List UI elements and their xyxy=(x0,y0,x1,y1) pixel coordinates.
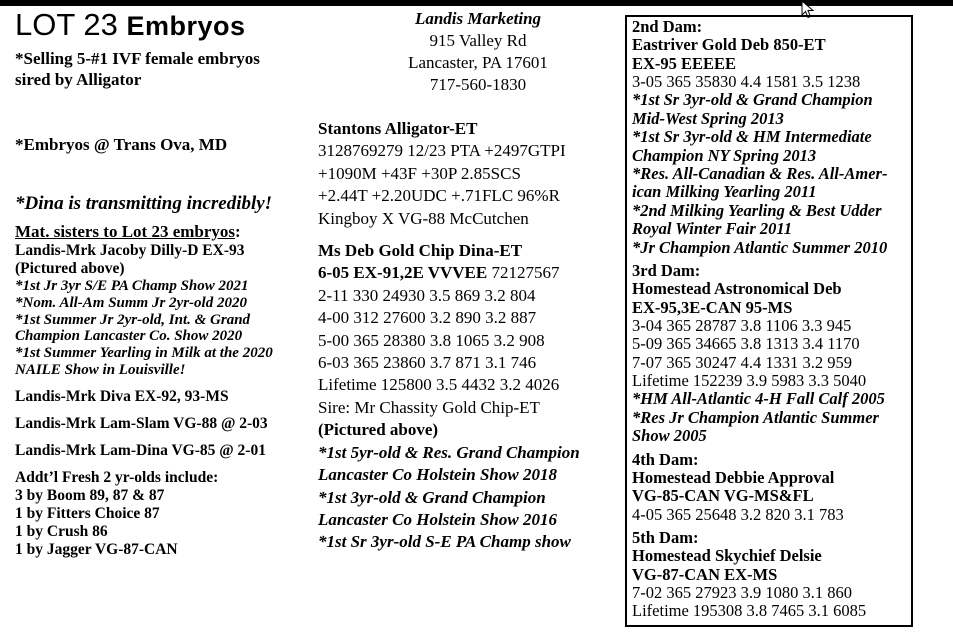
dam5-classification: VG-87-CAN EX-MS xyxy=(632,564,778,584)
dams-box xyxy=(625,15,913,627)
dam5-name: Homestead Skychief Delsie xyxy=(632,546,822,566)
embryos-location: *Embryos @ Trans Ova, MD xyxy=(15,135,228,154)
farm-phone: 717-560-1830 xyxy=(429,75,527,94)
fresh-item: 3 by Boom 89, 87 & 87 xyxy=(15,486,165,504)
lot-embryos-word: Embryos xyxy=(126,11,246,41)
sire-line: +2.44T +2.20UDC +.71FLC 96%R xyxy=(318,186,560,206)
dam-classification xyxy=(318,262,618,284)
dam-class-text: 6-05 EX-91,2E VVVEE xyxy=(318,263,488,283)
sister-diva: Landis-Mrk Diva EX-92, 93-MS xyxy=(15,387,229,405)
dam3-award: Show 2005 xyxy=(632,426,707,446)
dam5-record: 7-02 365 27923 3.9 1080 3.1 860 xyxy=(632,582,852,602)
dam5-label: 5th Dam: xyxy=(632,527,699,547)
fresh-heading: Addt’l Fresh 2 yr-olds include: xyxy=(15,468,219,486)
dam-award: *1st 3yr-old & Grand Champion xyxy=(318,487,546,507)
mat-sisters-heading xyxy=(15,221,310,242)
dam3-award: *HM All-Atlantic 4-H Fall Calf 2005 xyxy=(632,389,885,409)
pictured-note: (Pictured above) xyxy=(15,260,125,277)
farm-address-street: 915 Valley Rd xyxy=(429,31,527,50)
dam4-label: 4th Dam: xyxy=(632,449,699,469)
award-line: *Nom. All-Am Summ Jr 2yr-old 2020 xyxy=(15,294,247,311)
award-line: *1st Summer Yearling in Milk at the 2020 xyxy=(15,345,273,362)
farm-address-city: Lancaster, PA 17601 xyxy=(408,53,548,72)
dam4-classification: VG-85-CAN VG-MS&FL xyxy=(632,486,814,506)
dina-note: *Dina is transmitting incredibly! xyxy=(15,193,273,214)
dam2-award: ican Milking Yearling 2011 xyxy=(632,182,817,202)
dam3-label: 3rd Dam: xyxy=(632,260,701,280)
dam-record: 5-00 365 28380 3.8 1065 3.2 908 xyxy=(318,330,545,350)
mat-sisters-colon: : xyxy=(235,222,241,241)
sister-lam-slam: Landis-Mrk Lam-Slam VG-88 @ 2-03 xyxy=(15,414,268,432)
dam3-record: 7-07 365 30247 4.4 1331 3.2 959 xyxy=(632,352,852,372)
sire-line: 3128769279 12/23 PTA +2497GTPI xyxy=(318,141,566,161)
award-line: *1st Summer Jr 2yr-old, Int. & Grand xyxy=(15,311,251,328)
dam3-record: 5-09 365 34665 3.8 1313 3.4 1170 xyxy=(632,334,860,354)
fresh-item: 1 by Jagger VG-87-CAN xyxy=(15,540,178,558)
dam-award: *1st 5yr-old & Res. Grand Champion xyxy=(318,442,580,462)
dam3-record: 3-04 365 28787 3.8 1106 3.3 945 xyxy=(632,315,852,335)
dam3-award: *Res Jr Champion Atlantic Summer xyxy=(632,407,879,427)
dam-award: *1st Sr 3yr-old S-E PA Champ show xyxy=(318,532,571,552)
pedigree-column xyxy=(318,8,618,554)
dam4-record: 4-05 365 25648 3.2 820 3.1 783 xyxy=(632,504,844,524)
dam2-award: *Res. All-Canadian & Res. All-Amer- xyxy=(632,163,888,183)
lot-number: LOT 23 xyxy=(15,7,118,42)
award-line: Champion Lancaster Co. Show 2020 xyxy=(15,328,243,345)
dam3-name: Homestead Astronomical Deb xyxy=(632,279,842,299)
dam-record: 6-03 365 23860 3.7 871 3.1 746 xyxy=(318,353,537,373)
dam-registration: 72127567 xyxy=(487,263,560,283)
sire-line: Kingboy X VG-88 McCutchen xyxy=(318,208,529,228)
lot-summary-column xyxy=(15,8,310,559)
dam2-award: Royal Winter Fair 2011 xyxy=(632,219,792,239)
dam2-award: *1st Sr 3yr-old & Grand Champion xyxy=(632,90,873,110)
farm-name: Landis Marketing xyxy=(414,9,542,28)
dam2-award: *1st Sr 3yr-old & HM Intermediate xyxy=(632,127,872,147)
dam-lifetime: Lifetime 125800 3.5 4432 3.2 4026 xyxy=(318,375,560,395)
dam3-classification: EX-95,3E-CAN 95-MS xyxy=(632,297,793,317)
fresh-item: 1 by Fitters Choice 87 xyxy=(15,504,160,522)
dam4-name: Homestead Debbie Approval xyxy=(632,467,835,487)
award-line: *1st Jr 3yr S/E PA Champ Show 2021 xyxy=(15,278,249,294)
award-line: NAILE Show in Louisville! xyxy=(15,361,186,378)
dam2-award: *2nd Milking Yearling & Best Udder xyxy=(632,200,882,220)
dam2-record: 3-05 365 35830 4.4 1581 3.5 1238 xyxy=(632,71,861,91)
dam2-award: Champion NY Spring 2013 xyxy=(632,145,817,165)
dam-sire: Sire: Mr Chassity Gold Chip-ET xyxy=(318,397,540,417)
dam5-lifetime: Lifetime 195308 3.8 7465 3.1 6085 xyxy=(632,601,867,621)
selling-line: *Selling 5-#1 IVF female embryos xyxy=(15,49,260,68)
lot-title xyxy=(15,8,310,43)
dam2-classification: EX-95 EEEEE xyxy=(632,53,737,73)
dam2-name: Eastriver Gold Deb 850-ET xyxy=(632,35,826,55)
sister-lam-dina: Landis-Mrk Lam-Dina VG-85 @ 2-01 xyxy=(15,441,266,459)
dam3-lifetime: Lifetime 152239 3.9 5983 3.3 5040 xyxy=(632,371,867,391)
sister-jacoby: Landis-Mrk Jacoby Dilly-D EX-93 xyxy=(15,242,245,259)
dam-record: 2-11 330 24930 3.5 869 3.2 804 xyxy=(318,285,536,305)
dam2-award: *Jr Champion Atlantic Summer 2010 xyxy=(632,237,888,257)
sire-line: +1090M +43F +30P 2.85SCS xyxy=(318,163,521,183)
mat-sisters-heading-text: Mat. sisters to Lot 23 embryos xyxy=(15,222,236,241)
dam-award: Lancaster Co Holstein Show 2018 xyxy=(318,465,557,485)
dam-pictured: (Pictured above) xyxy=(318,420,439,440)
dam-record: 4-00 312 27600 3.2 890 3.2 887 xyxy=(318,308,537,328)
dam2-award: Mid-West Spring 2013 xyxy=(632,108,784,128)
dam2-label: 2nd Dam: xyxy=(632,17,703,36)
selling-line: sired by Alligator xyxy=(15,70,142,89)
sire-name: Stantons Alligator-ET xyxy=(318,119,478,138)
dam-award: Lancaster Co Holstein Show 2016 xyxy=(318,509,557,529)
dam-name: Ms Deb Gold Chip Dina-ET xyxy=(318,241,523,261)
fresh-item: 1 by Crush 86 xyxy=(15,522,108,540)
